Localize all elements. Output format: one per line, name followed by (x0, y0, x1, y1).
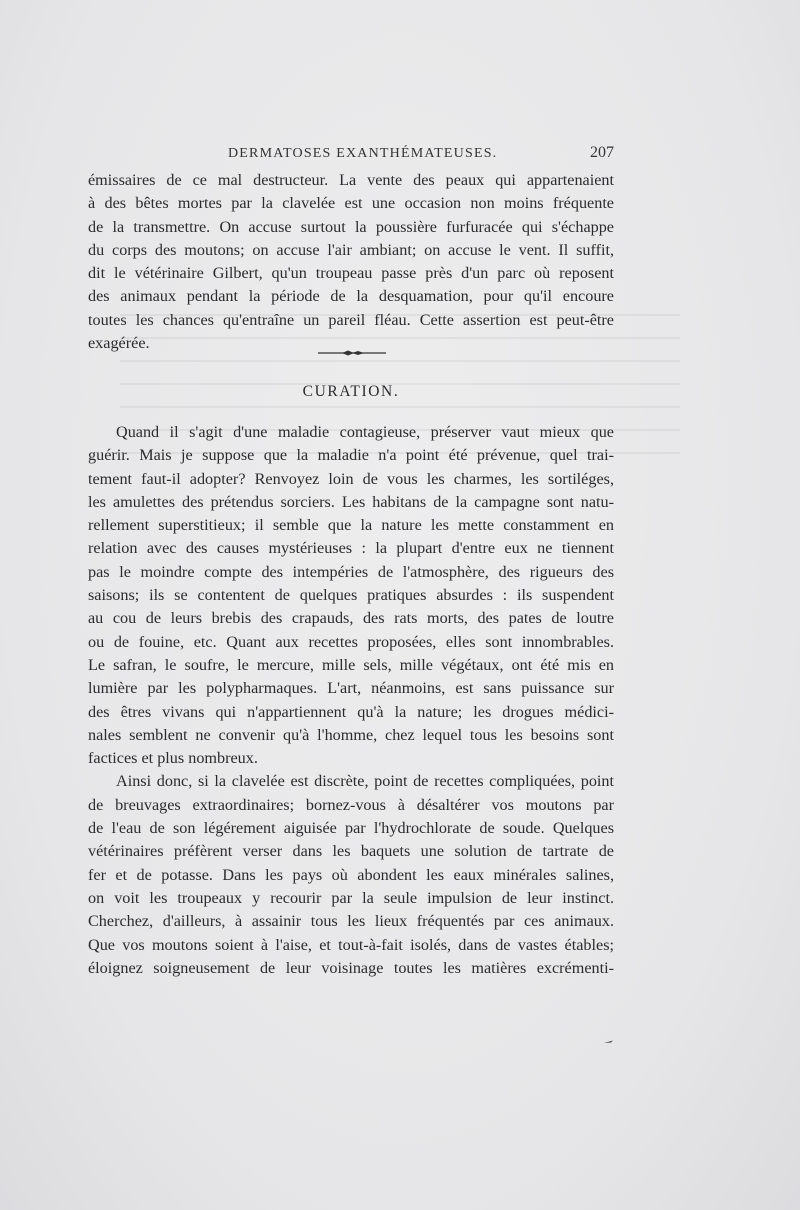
text-line: toutes les chances qu'entraîne un pareil fléau. Cette assertion est peut-être (88, 310, 614, 329)
page-number: 207 (590, 144, 614, 161)
text-line: on voit les troupeaux y recourir par la seule impulsion de leur instinct. (88, 888, 614, 907)
text-line: tement faut-il adopter? Renvoyez loin de vous les charmes, les sortiléges, (88, 469, 614, 488)
text-line: ou de fouine, etc. Quant aux recettes proposées, elles sont innombrables. (88, 632, 614, 651)
text-line: du corps des moutons; on accuse l'air ambiant; on accuse le vent. Il suffit, (88, 240, 614, 259)
paragraph-2 (88, 421, 614, 980)
paragraph-1 (88, 169, 614, 355)
text-line: guérir. Mais je suppose que la maladie n'a point été prévenue, quel trai- (88, 446, 614, 465)
page-header (88, 142, 614, 166)
text-line: exagérée. (88, 334, 150, 353)
text-line: Que vos moutons soient à l'aise, et tout-à-fait isolés, dans de vastes étables; (88, 935, 614, 954)
text-line: factices et plus nombreux. (88, 749, 258, 768)
text-line: vétérinaires préfèrent verser dans les baquets une solution de tartrate de (88, 842, 614, 861)
text-line: des animaux pendant la période de la desquamation, pour qu'il encoure (88, 287, 614, 306)
text-line: nales semblent ne convenir qu'à l'homme, chez lequel tous les besoins sont (88, 725, 614, 744)
text-line: lumière par les polypharmaques. L'art, néanmoins, est sans puissance sur (88, 679, 614, 698)
text-line: fer et de potasse. Dans les pays où abondent les eaux minérales salines, (88, 865, 614, 884)
section-heading: CURATION. (302, 383, 400, 400)
text-line: des êtres vivans qui n'appartiennent qu'à la nature; les drogues médici- (88, 702, 614, 721)
ornament-divider (318, 350, 386, 356)
ink-mark (604, 1040, 614, 1044)
text-line: Cherchez, d'ailleurs, à assainir tous les lieux fréquentés par ces animaux. (88, 912, 614, 931)
text-line: Ainsi donc, si la clavelée est discrète, point de recettes compliquées, point (116, 772, 614, 791)
text-line: dit le vétérinaire Gilbert, qu'un troupeau passe près d'un parc où reposent (88, 264, 614, 283)
text-line: rellement superstitieux; il semble que la nature les mette constamment en (88, 516, 614, 535)
text-line: de breuvages extraordinaires; bornez-vous à désaltérer vos moutons par (88, 795, 614, 814)
text-line: à des bêtes mortes par la clavelée est une occasion non moins fréquente (88, 194, 614, 213)
text-line: les amulettes des prétendus sorciers. Les habitans de la campagne sont natu- (88, 492, 614, 511)
text-line: pas le moindre compte des intempéries de l'atmosphère, des rigueurs des (88, 562, 614, 581)
text-line: saisons; ils se contentent de quelques pratiques absurdes : ils suspendent (88, 586, 614, 605)
text-line: relation avec des causes mystérieuses : la plupart d'entre eux ne tiennent (88, 539, 614, 558)
text-line: Le safran, le soufre, le mercure, mille sels, mille végétaux, ont été mis en (88, 655, 614, 674)
text-line: éloignez soigneusement de leur voisinage toutes les matières excrémenti- (88, 958, 614, 977)
text-line: de l'eau de son légérement aiguisée par l'hydrochlorate de soude. Quelques (88, 819, 614, 838)
text-line: au cou de leurs brebis des crapauds, des rats morts, des pates de loutre (88, 609, 614, 628)
text-line: de la transmettre. On accuse surtout la poussière furfuracée qui s'échappe (88, 217, 614, 236)
text-line: émissaires de ce mal destructeur. La vente des peaux qui appartenaient (88, 171, 614, 189)
running-title: DERMATOSES EXANTHÉMATEUSES. (228, 146, 498, 161)
text-line: Quand il s'agit d'une maladie contagieuse, préserver vaut mieux que (116, 423, 614, 441)
